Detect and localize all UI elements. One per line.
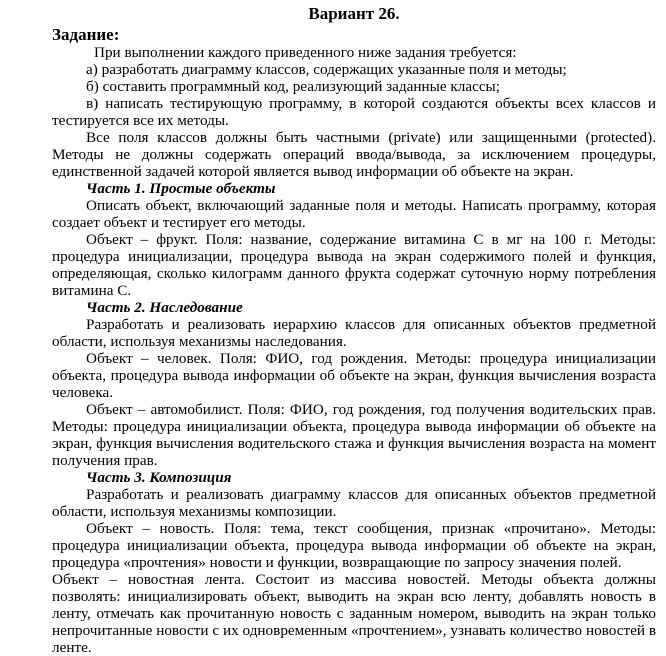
part3-object-news-feed: Объект – новостная лента. Состоит из массива новостей. Методы объекта должны позволять: инициализировать объект, выводить на экран всю ленту, добавлять новость в ленту, отмечать как прочитанную новость с заданным номером, выводить на экран только непрочитанные новости с их одновременным «прочтением», узнавать количество новостей в ленте. xyxy=(52,571,656,656)
requirement-a: а) разработать диаграмму классов, содержащих указанные поля и методы; xyxy=(86,61,567,78)
part3-description: Разработать и реализовать диаграмму классов для описанных объектов предметной области, используя механизмы композиции. xyxy=(52,486,656,520)
part2-object-driver: Объект – автомобилист. Поля: ФИО, год рождения, год получения водительских прав. Методы: процедура инициализации объекта, процедура вывода информации об объекте на экран, функция вычисления водительского стажа и функция вычисления возраста на момент получения прав. xyxy=(52,401,656,469)
part1-heading: Часть 1. Простые объекты xyxy=(86,180,276,197)
part3-heading: Часть 3. Композиция xyxy=(86,469,232,486)
requirement-b: б) составить программный код, реализующий заданные классы; xyxy=(86,78,500,95)
rules-paragraph: Все поля классов должны быть частными (private) или защищенными (protected). Методы не должны содержать операций ввода/вывода, за исключением процедуры, единственной задачей которой является вывод информации об объекте на экран. xyxy=(52,129,656,180)
part2-object-person: Объект – человек. Поля: ФИО, год рождения. Методы: процедура инициализации объекта, процедура вывода информации об объекте на экран, функция вычисления возраста человека. xyxy=(52,350,656,401)
task-heading: Задание: xyxy=(52,25,120,44)
part2-description: Разработать и реализовать иерархию классов для описанных объектов предметной области, используя механизмы наследования. xyxy=(52,316,656,350)
variant-title: Вариант 26. xyxy=(308,4,400,23)
requirement-c: в) написать тестирующую программу, в которой создаются объекты всех классов и тестируется все их методы. xyxy=(52,95,656,129)
part3-object-news: Объект – новость. Поля: тема, текст сообщения, признак «прочитано». Методы: процедура инициализации объекта, процедура вывода информации об объекте на экран, процедура «прочтения» новости и функции, возвращающие по запросу значения полей. xyxy=(52,520,656,571)
intro-text: При выполнении каждого приведенного ниже задания требуется: xyxy=(94,44,517,61)
part1-description: Описать объект, включающий заданные поля и методы. Написать программу, которая создает объект и тестирует его методы. xyxy=(52,197,656,231)
part2-heading: Часть 2. Наследование xyxy=(86,299,243,316)
part1-object: Объект – фрукт. Поля: название, содержание витамина С в мг на 100 г. Методы: процедура инициализации, процедура вывода на экран содержимого полей и функция, определяющая, сколько килограмм данного фрукта содержат суточную норму потребления витамина С. xyxy=(52,231,656,299)
